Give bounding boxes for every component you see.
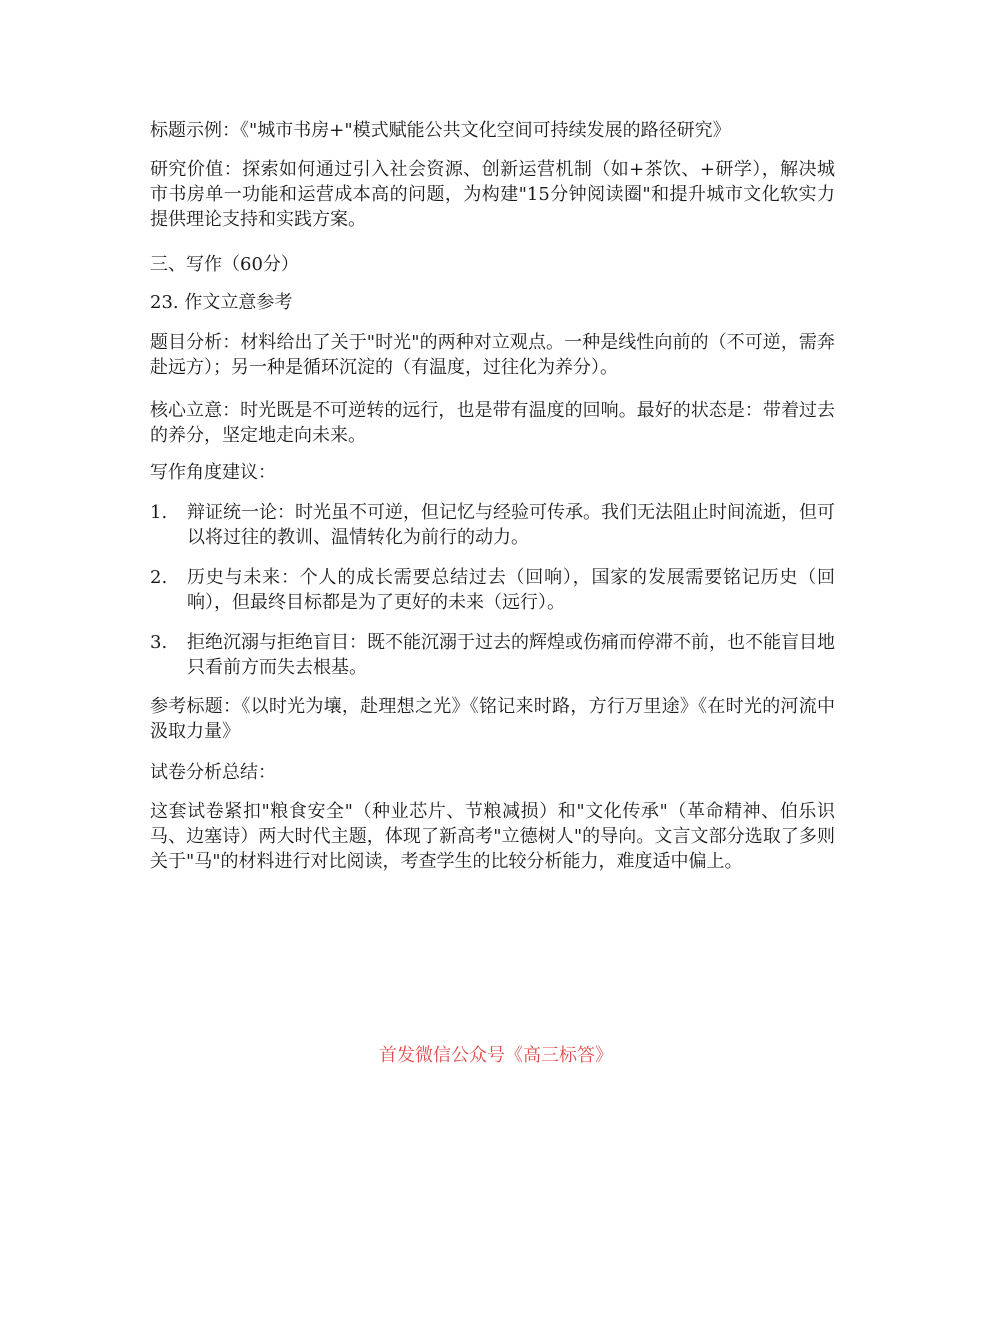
topic-analysis: 题目分析：材料给出了关于"时光"的两种对立观点。一种是线性向前的（不可逆，需奔赴远方）；另一种是循环沉淀的（有温度，过往化为养分）。 [150, 332, 835, 378]
footer-watermark: 首发微信公众号《高三标答》 [379, 1045, 613, 1066]
list-text: 拒绝沉溺与拒绝盲目：既不能沉溺于过去的辉煌或伤痛而停滞不前，也不能盲目地只看前方而失去根基。 [187, 632, 835, 678]
reference-titles: 参考标题：《以时光为壤，赴理想之光》《铭记来时路，方行万里途》《在时光的河流中汲取力量》 [150, 696, 835, 742]
list-item [150, 630, 835, 680]
list-number: 3. [150, 632, 168, 653]
list-item [150, 500, 835, 550]
summary-text: 这套试卷紧扣"粮食安全"（种业芯片、节粮减损）和"文化传承"（革命精神、伯乐识马、边塞诗）两大时代主题，体现了新高考"立德树人"的导向。文言文部分选取了多则关于"马"的材料进行对比阅读，考查学生的比较分析能力，难度适中偏上。 [150, 801, 835, 872]
section-heading: 三、写作（60分） [150, 254, 299, 275]
research-value: 研究价值：探索如何通过引入社会资源、创新运营机制（如+茶饮、+研学），解决城市书房单一功能和运营成本高的问题，为构建"15分钟阅读圈"和提升城市文化软实力提供理论支持和实践方案。 [150, 159, 835, 230]
core-idea: 核心立意：时光既是不可逆转的远行，也是带有温度的回响。最好的状态是：带着过去的养分，坚定地走向未来。 [150, 400, 835, 446]
question-heading: 23. 作文立意参考 [150, 292, 293, 313]
list-number: 2. [150, 567, 168, 588]
list-item [150, 565, 835, 615]
list-number: 1. [150, 502, 168, 523]
title-example: 标题示例：《"城市书房+"模式赋能公共文化空间可持续发展的路径研究》 [150, 120, 731, 141]
list-text: 辩证统一论：时光虽不可逆，但记忆与经验可传承。我们无法阻止时间流逝，但可以将过往的教训、温情转化为前行的动力。 [187, 502, 835, 548]
angle-heading: 写作角度建议： [150, 462, 276, 483]
list-text: 历史与未来：个人的成长需要总结过去（回响），国家的发展需要铭记历史（回响），但最终目标都是为了更好的未来（远行）。 [187, 567, 835, 613]
summary-heading: 试卷分析总结： [150, 762, 276, 783]
